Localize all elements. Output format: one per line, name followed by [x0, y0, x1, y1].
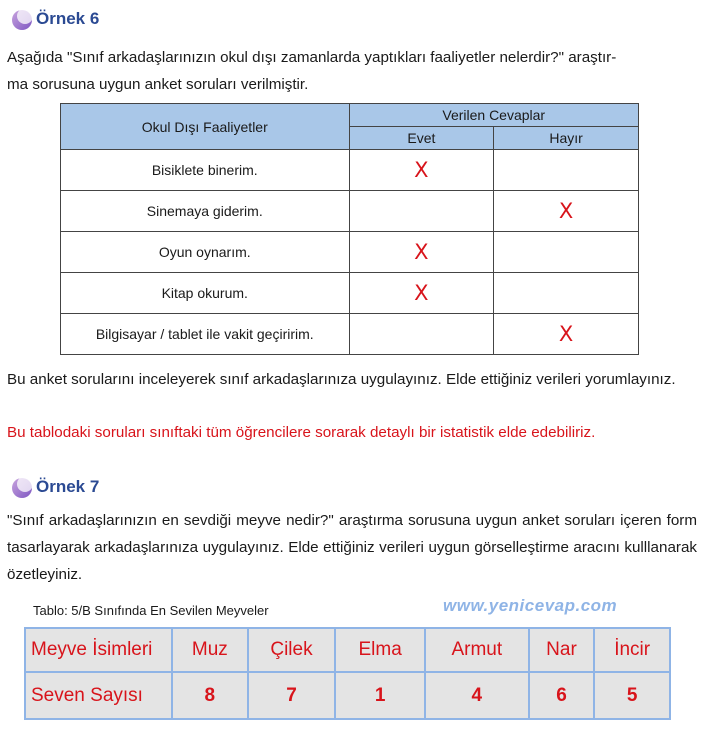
count-cell: 5 — [594, 672, 670, 719]
activity-cell: Kitap okurum. — [61, 273, 350, 314]
x-mark: X — [414, 281, 429, 305]
watermark: www.yenicevap.com — [443, 596, 618, 615]
col-no-header: Hayır — [494, 127, 639, 150]
ornek7-question: "Sınıf arkadaşlarınızın en sevdiği meyve nedir?" araştırma sorusuna uygun anket soruları içeren form tasarlayarak arkadaşlarınıza uygulayınız. Elde ettiğiniz verileri uygun görselleştirme aracını kulllanarak özetleyiniz. — [7, 512, 697, 583]
yes-cell — [349, 273, 494, 314]
fruit-name-cell: Armut — [425, 628, 529, 672]
activity-cell: Sinemaya giderim. — [61, 191, 350, 232]
survey-row — [61, 191, 639, 232]
x-mark: X — [558, 199, 574, 223]
ornek-bubble-icon — [12, 476, 34, 498]
yes-cell — [349, 191, 494, 232]
survey-row — [61, 232, 639, 273]
ornek7-heading — [12, 476, 99, 498]
activity-cell: Bisiklete binerim. — [61, 150, 350, 191]
no-cell — [494, 150, 639, 191]
ornek6-question-line2: ma sorusuna uygun anket soruları verilmiştir. — [7, 76, 309, 93]
survey-row — [61, 273, 639, 314]
fruit-name-cell: Çilek — [248, 628, 336, 672]
ornek6-heading — [12, 8, 99, 30]
yes-cell — [349, 232, 494, 273]
no-cell — [494, 273, 639, 314]
col-activities-header: Okul Dışı Faaliyetler — [61, 104, 350, 150]
ornek6-title: Örnek 6 — [36, 9, 100, 28]
ornek6-question-line1: Aşağıda "Sınıf arkadaşlarınızın okul dışı zamanlarda yaptıkları faaliyetler nelerdir?" araştır- — [7, 49, 617, 66]
fruit-name-cell: Nar — [529, 628, 595, 672]
ornek-bubble-icon — [12, 8, 34, 30]
count-cell: 7 — [248, 672, 336, 719]
survey-row — [61, 150, 639, 191]
fruit-name-cell: Elma — [335, 628, 425, 672]
count-cell: 8 — [172, 672, 248, 719]
no-cell — [494, 232, 639, 273]
count-cell: 1 — [335, 672, 425, 719]
count-cell: 4 — [425, 672, 529, 719]
ornek6-question — [7, 44, 697, 98]
table-caption: Tablo: 5/B Sınıfında En Sevilen Meyveler — [33, 603, 269, 618]
x-mark: X — [558, 322, 574, 346]
fruit-name-cell: İncir — [594, 628, 670, 672]
no-cell — [494, 191, 639, 232]
row-label-fruit-names: Meyve İsimleri — [25, 628, 172, 672]
no-cell — [494, 314, 639, 355]
survey-row — [61, 314, 639, 355]
col-yes-header: Evet — [349, 127, 494, 150]
ornek6-answer: Bu tablodaki soruları sınıftaki tüm öğrencilere sorarak detaylı bir istatistik elde edebiliriz. — [7, 424, 596, 441]
fruit-table — [24, 627, 671, 720]
count-cell: 6 — [529, 672, 595, 719]
col-answers-header: Verilen Cevaplar — [349, 104, 639, 127]
activity-cell: Oyun oynarım. — [61, 232, 350, 273]
ornek6-instruction: Bu anket sorularını inceleyerek sınıf arkadaşlarınıza uygulayınız. Elde ettiğiniz verileri yorumlayınız. — [7, 371, 676, 388]
survey-table — [60, 103, 639, 355]
row-label-like-count: Seven Sayısı — [25, 672, 172, 719]
yes-cell — [349, 150, 494, 191]
ornek7-title: Örnek 7 — [36, 477, 100, 496]
activity-cell: Bilgisayar / tablet ile vakit geçiririm. — [61, 314, 350, 355]
x-mark: X — [414, 240, 429, 264]
x-mark: X — [414, 158, 429, 182]
yes-cell — [349, 314, 494, 355]
fruit-name-cell: Muz — [172, 628, 248, 672]
